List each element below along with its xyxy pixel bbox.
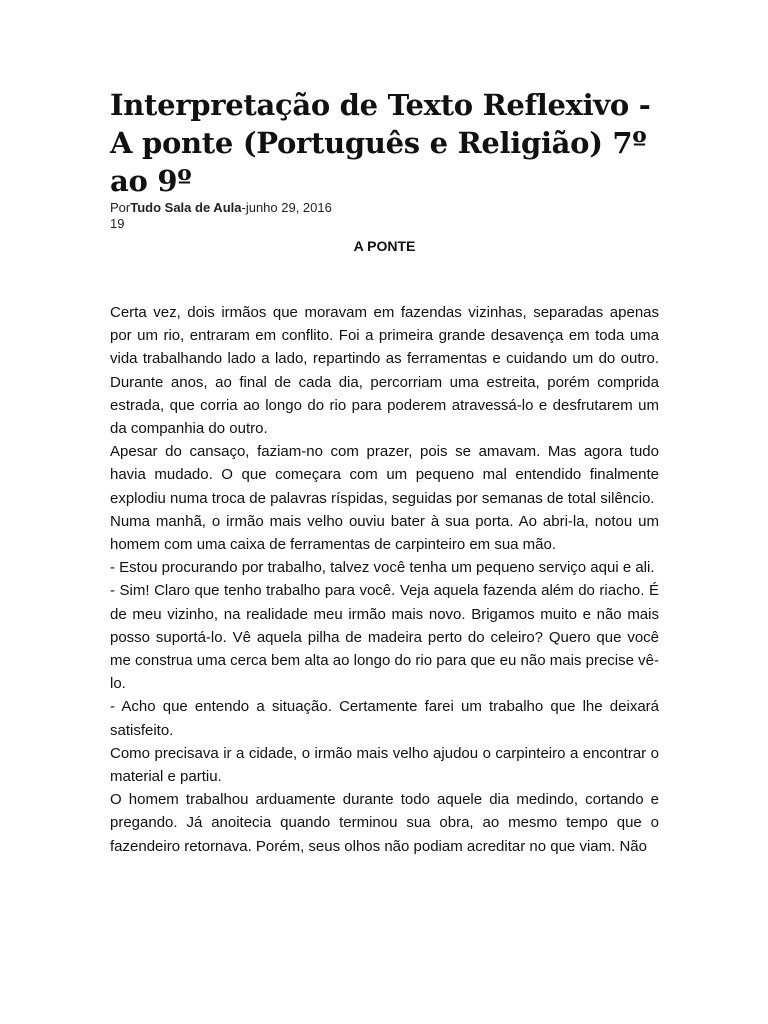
paragraph: Apesar do cansaço, faziam-no com prazer, pois se amavam. Mas agora tudo havia mudado. O que começara com um pequeno mal entendido finalmente explodiu numa troca de palavras ríspidas, seguidas por semanas de total silêncio. bbox=[110, 443, 659, 507]
by-label: Por bbox=[110, 200, 131, 215]
paragraph: Como precisava ir a cidade, o irmão mais velho ajudou o carpinteiro a encontrar o material e partiu. bbox=[110, 744, 659, 786]
document-page bbox=[110, 86, 659, 858]
publish-date: junho 29, 2016 bbox=[245, 200, 332, 215]
paragraph: Certa vez, dois irmãos que moravam em fazendas vizinhas, separadas apenas por um rio, entraram em conflito. Foi a primeira grande desavença em toda uma vida trabalhando lado a lado, repartindo as ferramentas e cuidando um do outro. Durante anos, ao final de cada dia, percorriam uma estreita, porém comprida estrada, que corria ao longo do rio para poderem atravessá-lo e desfrutarem um da companhia do outro. bbox=[110, 304, 659, 438]
paragraph: - Sim! Claro que tenho trabalho para você. Veja aquela fazenda além do riacho. É de meu vizinho, na realidade meu irmão mais novo. Brigamos muito e não mais posso suportá-lo. Vê aquela pilha de madeira perto do celeiro? Quero que você me construa uma cerca bem alta ao longo do rio para que eu não mais precise vê-lo. bbox=[110, 582, 659, 693]
paragraph: Numa manhã, o irmão mais velho ouviu bater à sua porta. Ao abri-la, notou um homem com uma caixa de ferramentas de carpinteiro em sua mão. bbox=[110, 512, 659, 554]
article-meta bbox=[110, 200, 659, 232]
story-heading: A PONTE bbox=[353, 238, 416, 254]
article-title: Interpretação de Texto Reflexivo - A ponte (Português e Religião) 7º ao 9º bbox=[110, 88, 651, 198]
author-name: Tudo Sala de Aula bbox=[130, 200, 242, 215]
paragraph: O homem trabalhou arduamente durante todo aquele dia medindo, cortando e pregando. Já anoitecia quando terminou sua obra, ao mesmo tempo que o fazendeiro retornava. Porém, seus olhos não podiam acreditar no que viam. Não bbox=[110, 791, 659, 855]
story-body bbox=[110, 301, 659, 858]
paragraph: - Acho que entendo a situação. Certamente farei um trabalho que lhe deixará satisfeito. bbox=[110, 698, 659, 739]
comment-count: 19 bbox=[110, 216, 125, 231]
meta-separator: - bbox=[241, 200, 246, 215]
paragraph: - Estou procurando por trabalho, talvez você tenha um pequeno serviço aqui e ali. bbox=[110, 559, 655, 577]
